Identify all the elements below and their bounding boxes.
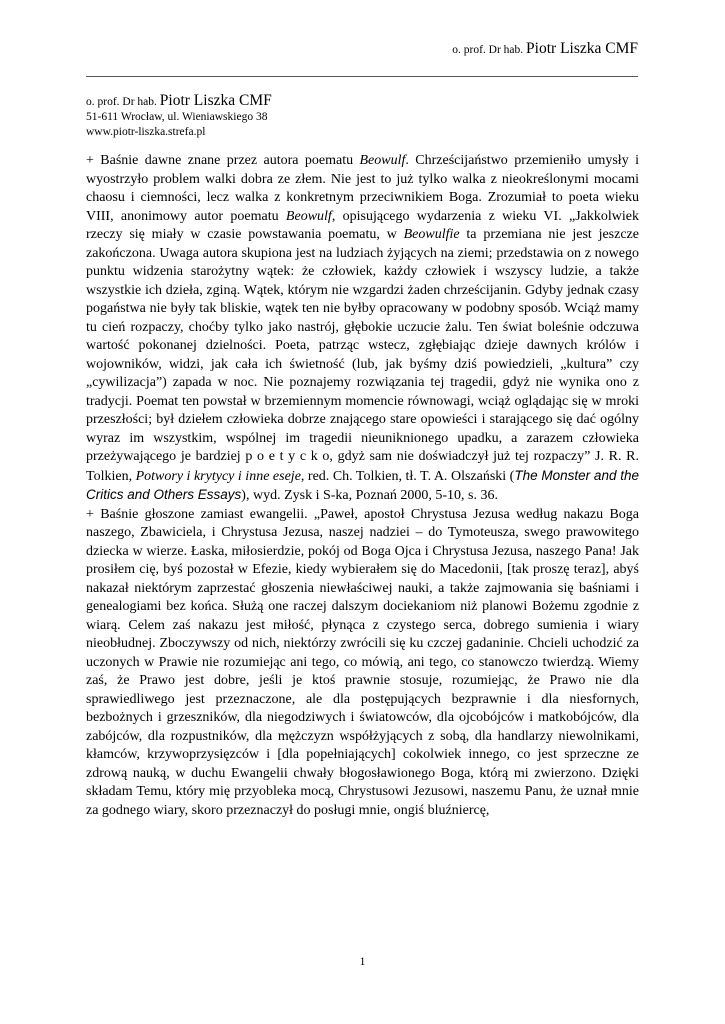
p1-segment-4: ta przemiana nie jest jeszcze zakończona. Uwaga autora skupiona jest na ludziach żyjących na ziemi; przedstawia on z nowego punktu widzenia starożytny wątek: że człowiek, każdy człowiek i wszyscy ludzie, a także wszystkie ich dzieła, zginą. Wątek, którym nie wzgardzi żaden chrześcijanin. Gdyby jednak czasy pogaństwa nie były tak bliskie, wątek ten nie byłby opracowany w podobny sposób. Wciąż mamy tu cień rozpaczy, choćby tylko jako nastrój, głębokie uczucie żalu. Ten świat boleśnie odczuwa wartość pokonanej dzielności. Poeta, patrząc wstecz, zgłębiając dzieje dawnych królów i wojowników, widzi, jak cała ich świetność (lub, jak byśmy dziś powiedzieli, „kultura” czy „cywilizacja”) zapada w noc. Nie poznajemy rozwiązania tej tragedii, gdyż nie wynika ono z tradycji. Poemat ten powstał w brzemiennym momencie równowagi, wciąż oglądając się w mroki przeszłości; był dziełem człowieka dobrze znającego stare opowieści i starającego się dać ogólny wyraz im wszystkim, wspólnej im tragedii nieuniknionego upadku, a zarazem człowieka przeżywającego je bardziej p o e t y c k o, gdyż sam nie doświadczył już tej rozpaczy” J. R. R. Tolkien,	[86, 227, 639, 484]
p1-title-beowulfie: Beowulfie	[403, 227, 460, 242]
running-header	[452, 40, 638, 58]
p1-segment-6: ), wyd. Zysk i S-ka, Poznań 2000, 5-10, s. 36.	[241, 488, 498, 503]
p1-segment-3: , opisującego wydarzenia z wieku VI. „Jakkolwiek rzeczy się miały w czasie powstawania poematu, w	[86, 208, 639, 242]
paragraph-gospel: + Baśnie głoszone zamiast ewangelii. „Paweł, apostoł Chrystusa Jezusa według nakazu Boga naszego, Zbawiciela, i Chrystusa Jezusa, naszej nadziei – do Tymoteusza, swego prawowitego dziecka w wierze. Łaska, miłosierdzie, pokój od Boga Ojca i Chrystusa Jezusa, naszego Pana! Jak prosiłem cię, byś pozostał w Efezie, kiedy wybierałem się do Macedonii, [tak proszę teraz], abyś nakazał niektórym zaprzestać głoszenia niewłaściwej nauki, a także zajmowania się baśniami i genealogiami bez końca. Służą one raczej dalszym dociekaniom niż planowi Bożemu zgodnie z wiarą. Celem zaś nakazu jest miłość, płynąca z czystego serca, dobrego sumienia i wiary nieobłudnej. Zboczywszy od nich, niektórzy zwrócili się ku czczej gadaninie. Chcieli uchodzić za uczonych w Prawie nie rozumiejąc ani tego, co mówią, ani tego, co stanowczo twierdzą. Wiemy zaś, że Prawo jest dobre, jeśli je ktoś prawnie stosuje, rozumiejąc, że Prawo nie dla sprawiedliwego jest przeznaczone, ale dla postępujących bezprawnie i dla niesfornych, bezbożnych i grzeszników, dla niegodziwych i światowców, dla ojcobójców i matkobójców, dla zabójców, dla rozpustników, dla mężczyzn współżyjących z sobą, dla handlarzy niewolnikami, kłamców, krzywoprzysięzców i [dla popełniających] cokolwiek innego, co jest sprzeczne ze zdrową nauką, w duchu Ewangelii chwały błogosławionego Boga, którą mi zwierzono. Dzięki składam Temu, który mię przyobleka mocą, Chrystusowi Jezusowi, naszemu Panu, że uznał mnie za godnego wiary, skoro przeznaczył do posługi mnie, ongiś bluźniercę,	[86, 506, 639, 818]
address-street: 51-611 Wrocław, ul. Wieniawskiego 38	[86, 111, 268, 123]
header-author-prefix: o. prof. Dr hab.	[452, 44, 527, 56]
p1-book-title: Potwory i krytycy i inne eseje	[135, 468, 301, 484]
p1-segment-5: , red. Ch. Tolkien, tł. T. A. Olszański (	[300, 468, 515, 484]
header-divider	[86, 76, 638, 77]
p1-title-beowulf-2: Beowulf	[285, 208, 332, 224]
address-author-prefix: o. prof. Dr hab.	[86, 96, 160, 108]
author-address-block	[86, 93, 272, 140]
p1-segment-2: . Chrześcijaństwo przemieniło umysły i wyostrzyło problem walki dobra ze złem. Nie jest to już tylko walka z nieokreślonymi mocami chaosu i ciemności, lecz walka z konkretnym przeciwnikiem Boga. Zrozumiał to poeta wieku VIII, anonimowy autor poematu	[86, 153, 639, 224]
document-body	[86, 152, 639, 820]
p1-original-title: The Monster and the Critics and Others Essays	[86, 467, 639, 502]
address-website: www.piotr-liszka.strefa.pl	[86, 126, 206, 138]
p1-title-beowulf: Beowulf	[359, 153, 406, 168]
page-number: 1	[359, 956, 366, 968]
p1-segment-1: + Baśnie dawne znane przez autora poematu	[86, 153, 360, 168]
header-author-name: Piotr Liszka CMF	[526, 40, 638, 57]
paragraph-beowulf	[86, 152, 639, 506]
address-author-name: Piotr Liszka CMF	[159, 92, 272, 109]
